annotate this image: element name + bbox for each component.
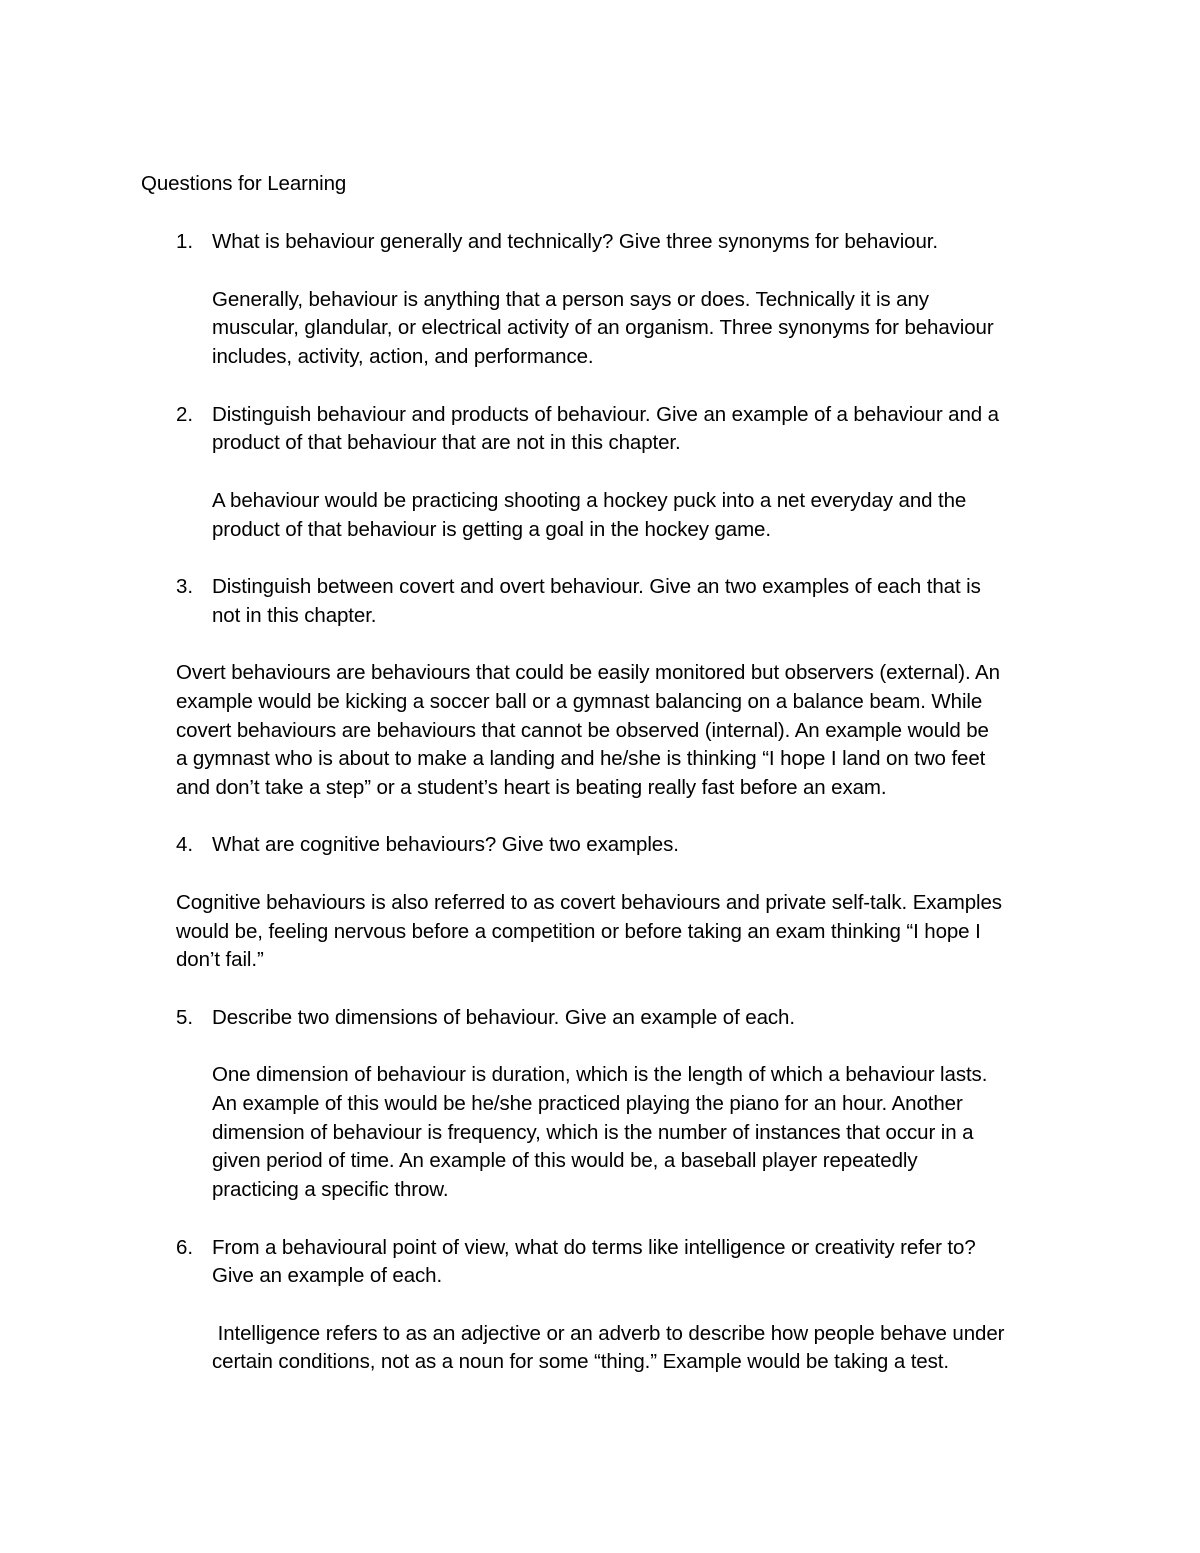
answer-line: example would be kicking a soccer ball or a gymnast balancing on a balance beam. While [176,690,983,713]
answer-line: includes, activity, action, and performance. [212,345,594,368]
question-number: 5. [176,1006,194,1029]
question-text: Distinguish between covert and overt behaviour. Give an two examples of each that is [212,575,981,598]
answer-line: given period of time. An example of this would be, a baseball player repeatedly [212,1149,918,1172]
answer-line: a gymnast who is about to make a landing and he/she is thinking “I hope I land on two feet [176,747,986,770]
answer-line: certain conditions, not as a noun for some “thing.” Example would be taking a test. [212,1350,949,1373]
answer-line: dimension of behaviour is frequency, which is the number of instances that occur in a [212,1121,974,1144]
answer-line: practicing a specific throw. [212,1178,449,1201]
question-number: 4. [176,833,194,856]
question-text: product of that behaviour that are not in this chapter. [212,431,681,454]
question-text: Describe two dimensions of behaviour. Give an example of each. [212,1006,795,1029]
question-number: 3. [176,575,194,598]
question-text: Give an example of each. [212,1264,443,1287]
answer-line: Intelligence refers to as an adjective or an adverb to describe how people behave under [212,1322,1005,1345]
question-text: From a behavioural point of view, what do terms like intelligence or creativity refer to? [212,1236,976,1259]
answer-line: An example of this would be he/she practiced playing the piano for an hour. Another [212,1092,963,1115]
answer-line: Cognitive behaviours is also referred to as covert behaviours and private self-talk. Examples [176,891,1002,914]
question-number: 6. [176,1236,194,1259]
answer-line: A behaviour would be practicing shooting a hockey puck into a net everyday and the [212,489,967,512]
question-text: What are cognitive behaviours? Give two examples. [212,833,679,856]
answer-line: muscular, glandular, or electrical activity of an organism. Three synonyms for behaviour [212,316,994,339]
answer-line: would be, feeling nervous before a competition or before taking an exam thinking “I hope I [176,920,981,943]
question-number: 2. [176,403,194,426]
answer-line: Overt behaviours are behaviours that could be easily monitored but observers (external). An [176,661,1000,684]
question-number: 1. [176,230,194,253]
answer-line: product of that behaviour is getting a goal in the hockey game. [212,518,771,541]
answer-line: covert behaviours are behaviours that cannot be observed (internal). An example would be [176,719,989,742]
answer-line: and don’t take a step” or a student’s heart is beating really fast before an exam. [176,776,887,799]
question-text: not in this chapter. [212,604,377,627]
question-text: Distinguish behaviour and products of behaviour. Give an example of a behaviour and a [212,403,999,426]
answer-line: One dimension of behaviour is duration, which is the length of which a behaviour lasts. [212,1063,988,1086]
question-text: What is behaviour generally and technically? Give three synonyms for behaviour. [212,230,938,253]
answer-line: don’t fail.” [176,948,264,971]
page-title: Questions for Learning [141,172,347,195]
answer-line: Generally, behaviour is anything that a person says or does. Technically it is any [212,288,929,311]
